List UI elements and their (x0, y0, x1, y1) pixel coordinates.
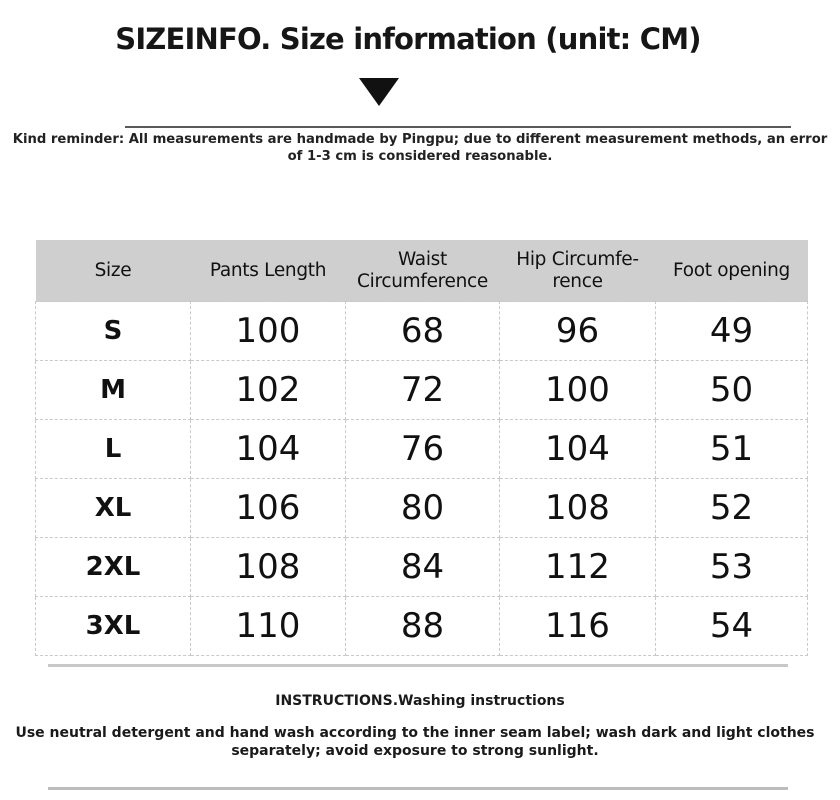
measurement-cell: 96 (500, 302, 656, 361)
size-label-cell: 2XL (36, 538, 191, 597)
measurement-cell: 102 (191, 361, 346, 420)
measurement-cell: 53 (656, 538, 808, 597)
measurement-cell: 88 (346, 597, 500, 656)
measurement-cell: 110 (191, 597, 346, 656)
divider-middle (48, 664, 788, 667)
down-arrow-icon (359, 78, 399, 106)
table-row (36, 479, 808, 538)
measurement-cell: 112 (500, 538, 656, 597)
measurement-cell: 72 (346, 361, 500, 420)
table-row (36, 597, 808, 656)
size-label-cell: L (36, 420, 191, 479)
size-label-cell: S (36, 302, 191, 361)
measurement-cell: 100 (500, 361, 656, 420)
table-row (36, 538, 808, 597)
measurement-cell: 76 (346, 420, 500, 479)
measurement-cell: 104 (500, 420, 656, 479)
column-header-hip (500, 240, 656, 302)
column-header-foot-opening: Foot opening (656, 240, 808, 302)
size-table (35, 240, 808, 656)
table-header-row (36, 240, 808, 302)
measurement-cell: 51 (656, 420, 808, 479)
measurement-cell: 100 (191, 302, 346, 361)
measurement-cell: 54 (656, 597, 808, 656)
table-row (36, 361, 808, 420)
column-header-pants-length: Pants Length (191, 240, 346, 302)
instructions-title: INSTRUCTIONS.Washing instructions (275, 693, 565, 709)
measurement-cell: 104 (191, 420, 346, 479)
measurement-cell: 52 (656, 479, 808, 538)
column-header-waist (346, 240, 500, 302)
measurement-cell: 108 (191, 538, 346, 597)
measurement-cell: 80 (346, 479, 500, 538)
measurement-cell: 84 (346, 538, 500, 597)
size-label-cell: 3XL (36, 597, 191, 656)
divider-top (125, 126, 791, 128)
measurement-reminder: Kind reminder: All measurements are handmade by Pingpu; due to different measurement methods, an error of 1-3 cm is considered reasonable. (12, 132, 828, 164)
measurement-cell: 49 (656, 302, 808, 361)
size-label-cell: XL (36, 479, 191, 538)
divider-bottom (48, 787, 788, 790)
column-header-waist-label: Waist Circumference (356, 248, 489, 292)
instructions-text: Use neutral detergent and hand wash according to the inner seam label; wash dark and light clothes separately; avoid exposure to strong sunlight. (15, 725, 815, 759)
measurement-cell: 106 (191, 479, 346, 538)
measurement-cell: 108 (500, 479, 656, 538)
page-title: SIZEINFO. Size information (unit: CM) (115, 22, 701, 56)
measurement-cell: 68 (346, 302, 500, 361)
size-label-cell: M (36, 361, 191, 420)
measurement-cell: 50 (656, 361, 808, 420)
column-header-size: Size (36, 240, 191, 302)
size-table-body (36, 302, 808, 656)
measurement-cell: 116 (500, 597, 656, 656)
table-row (36, 420, 808, 479)
table-row (36, 302, 808, 361)
column-header-hip-label: Hip Circumfe-rence (516, 248, 639, 292)
